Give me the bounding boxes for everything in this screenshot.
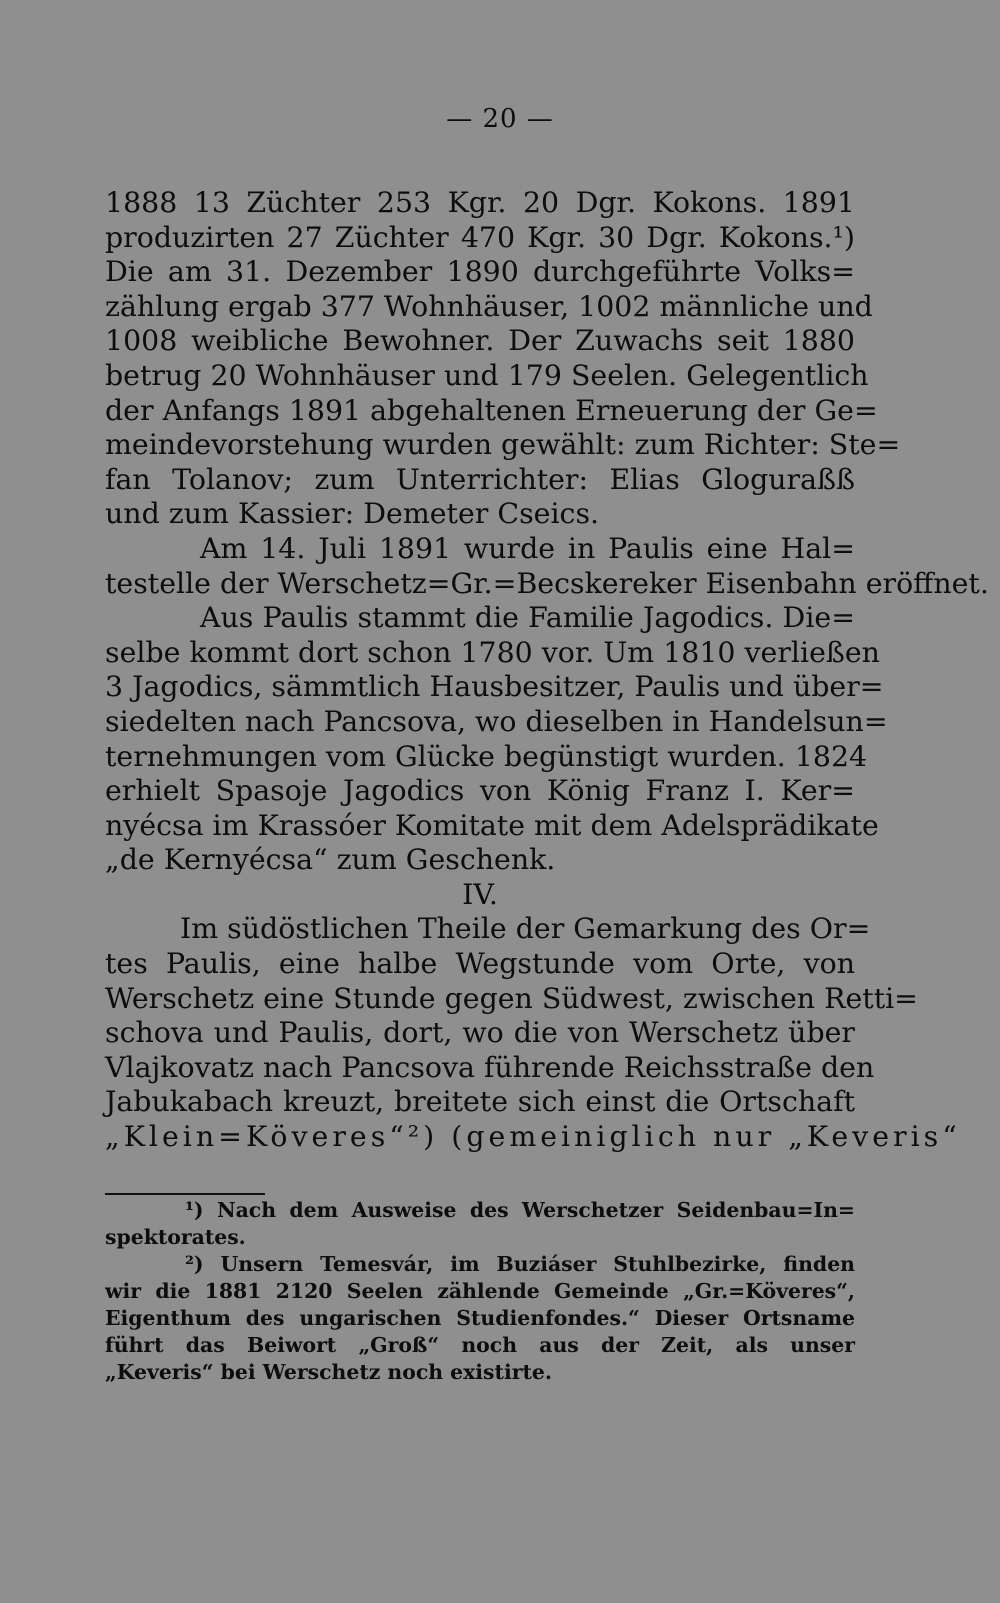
body-text-line: 3 Jagodics, sämmtlich Hausbesitzer, Paulis und über= — [105, 670, 884, 704]
body-text-line: Werschetz eine Stunde gegen Südwest, zwischen Retti= — [105, 981, 918, 1015]
main-text — [105, 186, 989, 1155]
body-text-line: schova und Paulis, dort, wo die von Werschetz über — [105, 1016, 855, 1050]
footnotes — [105, 1197, 855, 1386]
body-text-line: nyécsa im Krassóer Komitate mit dem Adelsprädikate — [105, 808, 879, 842]
body-text-line: und zum Kassier: Demeter Cseics. — [105, 497, 600, 531]
body-text-line: 1008 weibliche Bewohner. Der Zuwachs seit 1880 — [105, 324, 855, 358]
body-text-line: „Klein=Köveres“²) (gemeiniglich nur „Keveris“ — [105, 1120, 961, 1154]
body-text-line: siedelten nach Pancsova, wo dieselben in Handelsun= — [105, 704, 888, 738]
body-text-line: zählung ergab 377 Wohnhäuser, 1002 männliche und — [105, 289, 873, 323]
footnote-line: wir die 1881 2120 Seelen zählende Gemeinde „Gr.=Köveres“, — [105, 1279, 855, 1303]
body-text-line: 1888 13 Züchter 253 Kgr. 20 Dgr. Kokons. 1891 — [105, 186, 855, 219]
body-text-line: selbe kommt dort schon 1780 vor. Um 1810 verließen — [105, 635, 880, 669]
body-text-line: testelle der Werschetz=Gr.=Becskereker Eisenbahn eröffnet. — [105, 566, 989, 600]
page-number: — 20 — — [446, 104, 554, 134]
body-text-line: betrug 20 Wohnhäuser und 179 Seelen. Gelegentlich — [105, 358, 869, 392]
body-text-line: Aus Paulis stammt die Familie Jagodics. Die= — [200, 601, 855, 635]
footnote-line: „Keveris“ bei Werschetz noch existirte. — [105, 1360, 552, 1384]
footnote-line: ²) Unsern Temesvár, im Buziáser Stuhlbezirke, finden — [185, 1252, 855, 1276]
footnote-line: Eigenthum des ungarischen Studienfondes.“ Dieser Ortsname — [105, 1306, 855, 1330]
body-text-line: ternehmungen vom Glücke begünstigt wurden. 1824 — [105, 739, 868, 773]
body-text-line: Vlajkovatz nach Pancsova führende Reichsstraße den — [105, 1050, 875, 1084]
body-text-line: produzirten 27 Züchter 470 Kgr. 30 Dgr. Kokons.¹) — [105, 220, 855, 254]
body-text-line: Jabukabach kreuzt, breitete sich einst die Ortschaft — [105, 1085, 855, 1119]
body-text-line: IV. — [462, 877, 498, 911]
body-text-line: „de Kernyécsa“ zum Geschenk. — [105, 843, 556, 877]
body-text-line: fan Tolanov; zum Unterrichter: Elias Gloguraßß — [105, 462, 855, 496]
body-text-line: Im südöstlichen Theile der Gemarkung des Or= — [180, 912, 871, 946]
footnote-line: führt das Beiwort „Groß“ noch aus der Zeit, als unser — [105, 1333, 855, 1357]
body-text-line: der Anfangs 1891 abgehaltenen Erneuerung der Ge= — [105, 393, 878, 427]
body-text-line: meindevorstehung wurden gewählt: zum Richter: Ste= — [105, 428, 901, 462]
footnote-line: spektorates. — [105, 1225, 246, 1249]
body-text-line: Am 14. Juli 1891 wurde in Paulis eine Hal= — [200, 531, 855, 565]
body-text-line: erhielt Spasoje Jagodics von König Franz I. Ker= — [105, 774, 855, 808]
body-text-line: Die am 31. Dezember 1890 durchgeführte Volks= — [105, 255, 855, 289]
body-text-line: tes Paulis, eine halbe Wegstunde vom Orte, von — [105, 947, 855, 981]
footnote-line: ¹) Nach dem Ausweise des Werschetzer Seidenbau=In= — [185, 1198, 855, 1222]
footnote-separator — [105, 1193, 265, 1195]
